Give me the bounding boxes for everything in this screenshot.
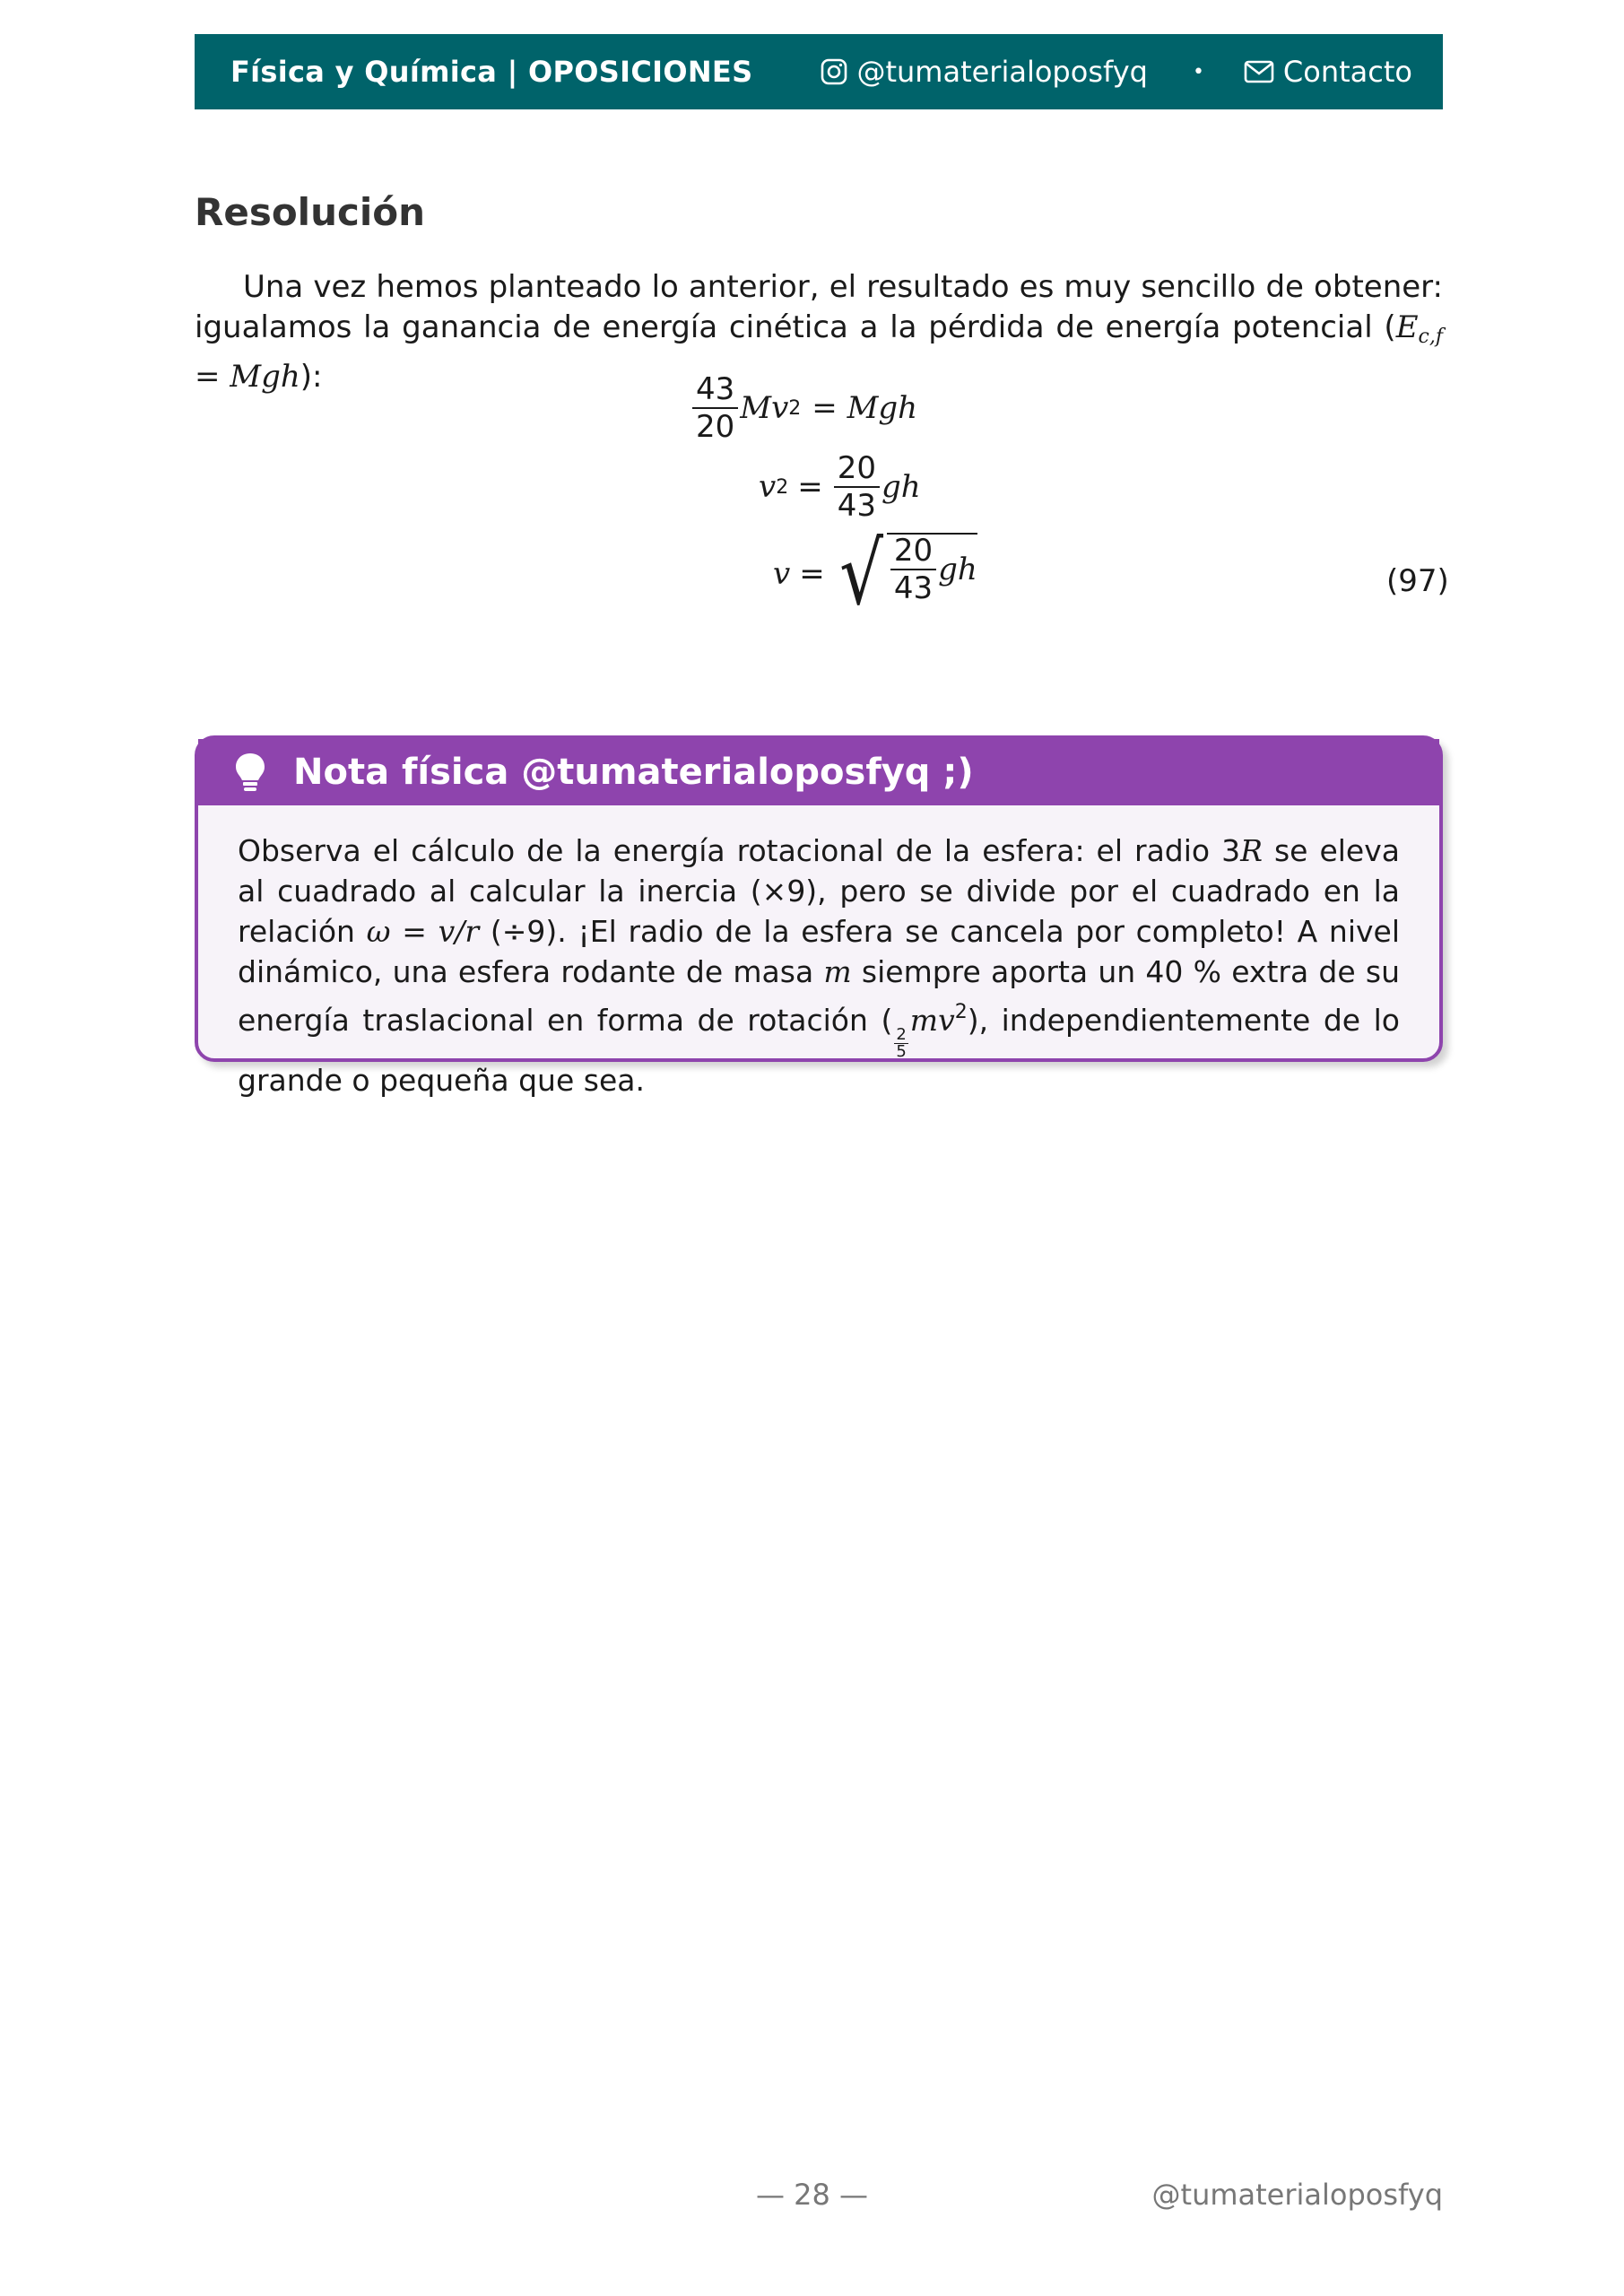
fraction-20-43-root [890,535,936,604]
eq1-lhs: Mv [740,390,789,426]
note-text-5: ), independientemente de lo grande o pequeña que sea. [238,1003,1400,1098]
frac-den: 43 [893,570,934,606]
equation-block [0,0,1624,646]
paragraph-end: ): [300,359,323,395]
physics-note-box [195,735,1443,1098]
eq2-exp: 2 [776,475,789,499]
note-math-mv: mv [909,1003,955,1038]
header-title: Física y Química | OPOSICIONES [230,55,753,89]
equation-number: (97) [1386,563,1449,599]
eq1-rhs: = Mgh [812,390,918,426]
eq3-lhs: v [773,556,791,592]
frac-num: 20 [834,452,880,488]
note-math-R: R [1240,833,1263,868]
eq2-tail: gh [881,469,921,505]
note-fraction-2-5 [894,1027,908,1060]
note-text-3: (÷9). ¡El radio de la esfera se cancela por completo! A nivel dinámico, una esfera rodante de masa [238,914,1400,989]
note-text-1: Observa el cálculo de la energía rotacional de la esfera: el radio 3 [238,833,1241,868]
contact-label: Contacto [1282,55,1412,89]
frac-num: 20 [890,535,936,570]
radical-sign: √ [838,524,883,624]
equation-3 [773,524,977,624]
frac-num: 43 [692,373,738,409]
note-body [198,805,1439,1100]
fraction-43-20 [692,373,738,443]
math-rest: = Mgh [195,359,300,395]
note-text-2: se eleva al cuadrado al calcular la inercia (×9), pero se divide por el cuadrado en la relación [238,833,1400,949]
square-root [834,524,977,624]
eq1-exp: 2 [788,396,802,420]
lightbulb-icon [234,752,266,793]
note-title: Nota física @tumaterialoposfyq ;) [293,752,974,793]
paragraph-text: Una vez hemos planteado lo anterior, el resultado es muy sencillo de obtener: igualamos la ganancia de energía cinética a la pérdida de energía potencial ( [195,269,1443,345]
section-title: Resolución [195,190,426,234]
eq3-tail: gh [938,552,977,587]
instagram-handle: @tumaterialoposfyq [856,55,1148,89]
radicand [887,533,977,604]
page-number: — 28 — [755,2178,869,2212]
fraction-20-43 [834,452,880,522]
equation-1 [690,373,917,443]
footer-handle: @tumaterialoposfyq [1151,2178,1443,2212]
note-math-omega: ω = v/r [366,914,480,949]
header-separator: • [1192,60,1204,83]
note-math-m: m [823,954,852,989]
note-text-4: siempre aporta un 40 % extra de su energía traslacional en forma de rotación ( [238,954,1400,1038]
tfrac-num: 2 [896,1025,907,1044]
note-math-exp: 2 [954,1001,968,1023]
eq2-eq: = [797,469,823,505]
math-E: E [1395,309,1419,345]
equation-2 [759,452,921,522]
frac-den: 20 [696,409,735,445]
math-sub: c,f [1418,326,1443,348]
eq3-eq: = [799,556,825,592]
frac-den: 43 [837,488,876,524]
note-header [198,739,1439,805]
eq2-lhs: v [759,469,777,505]
tfrac-den: 5 [896,1042,907,1061]
